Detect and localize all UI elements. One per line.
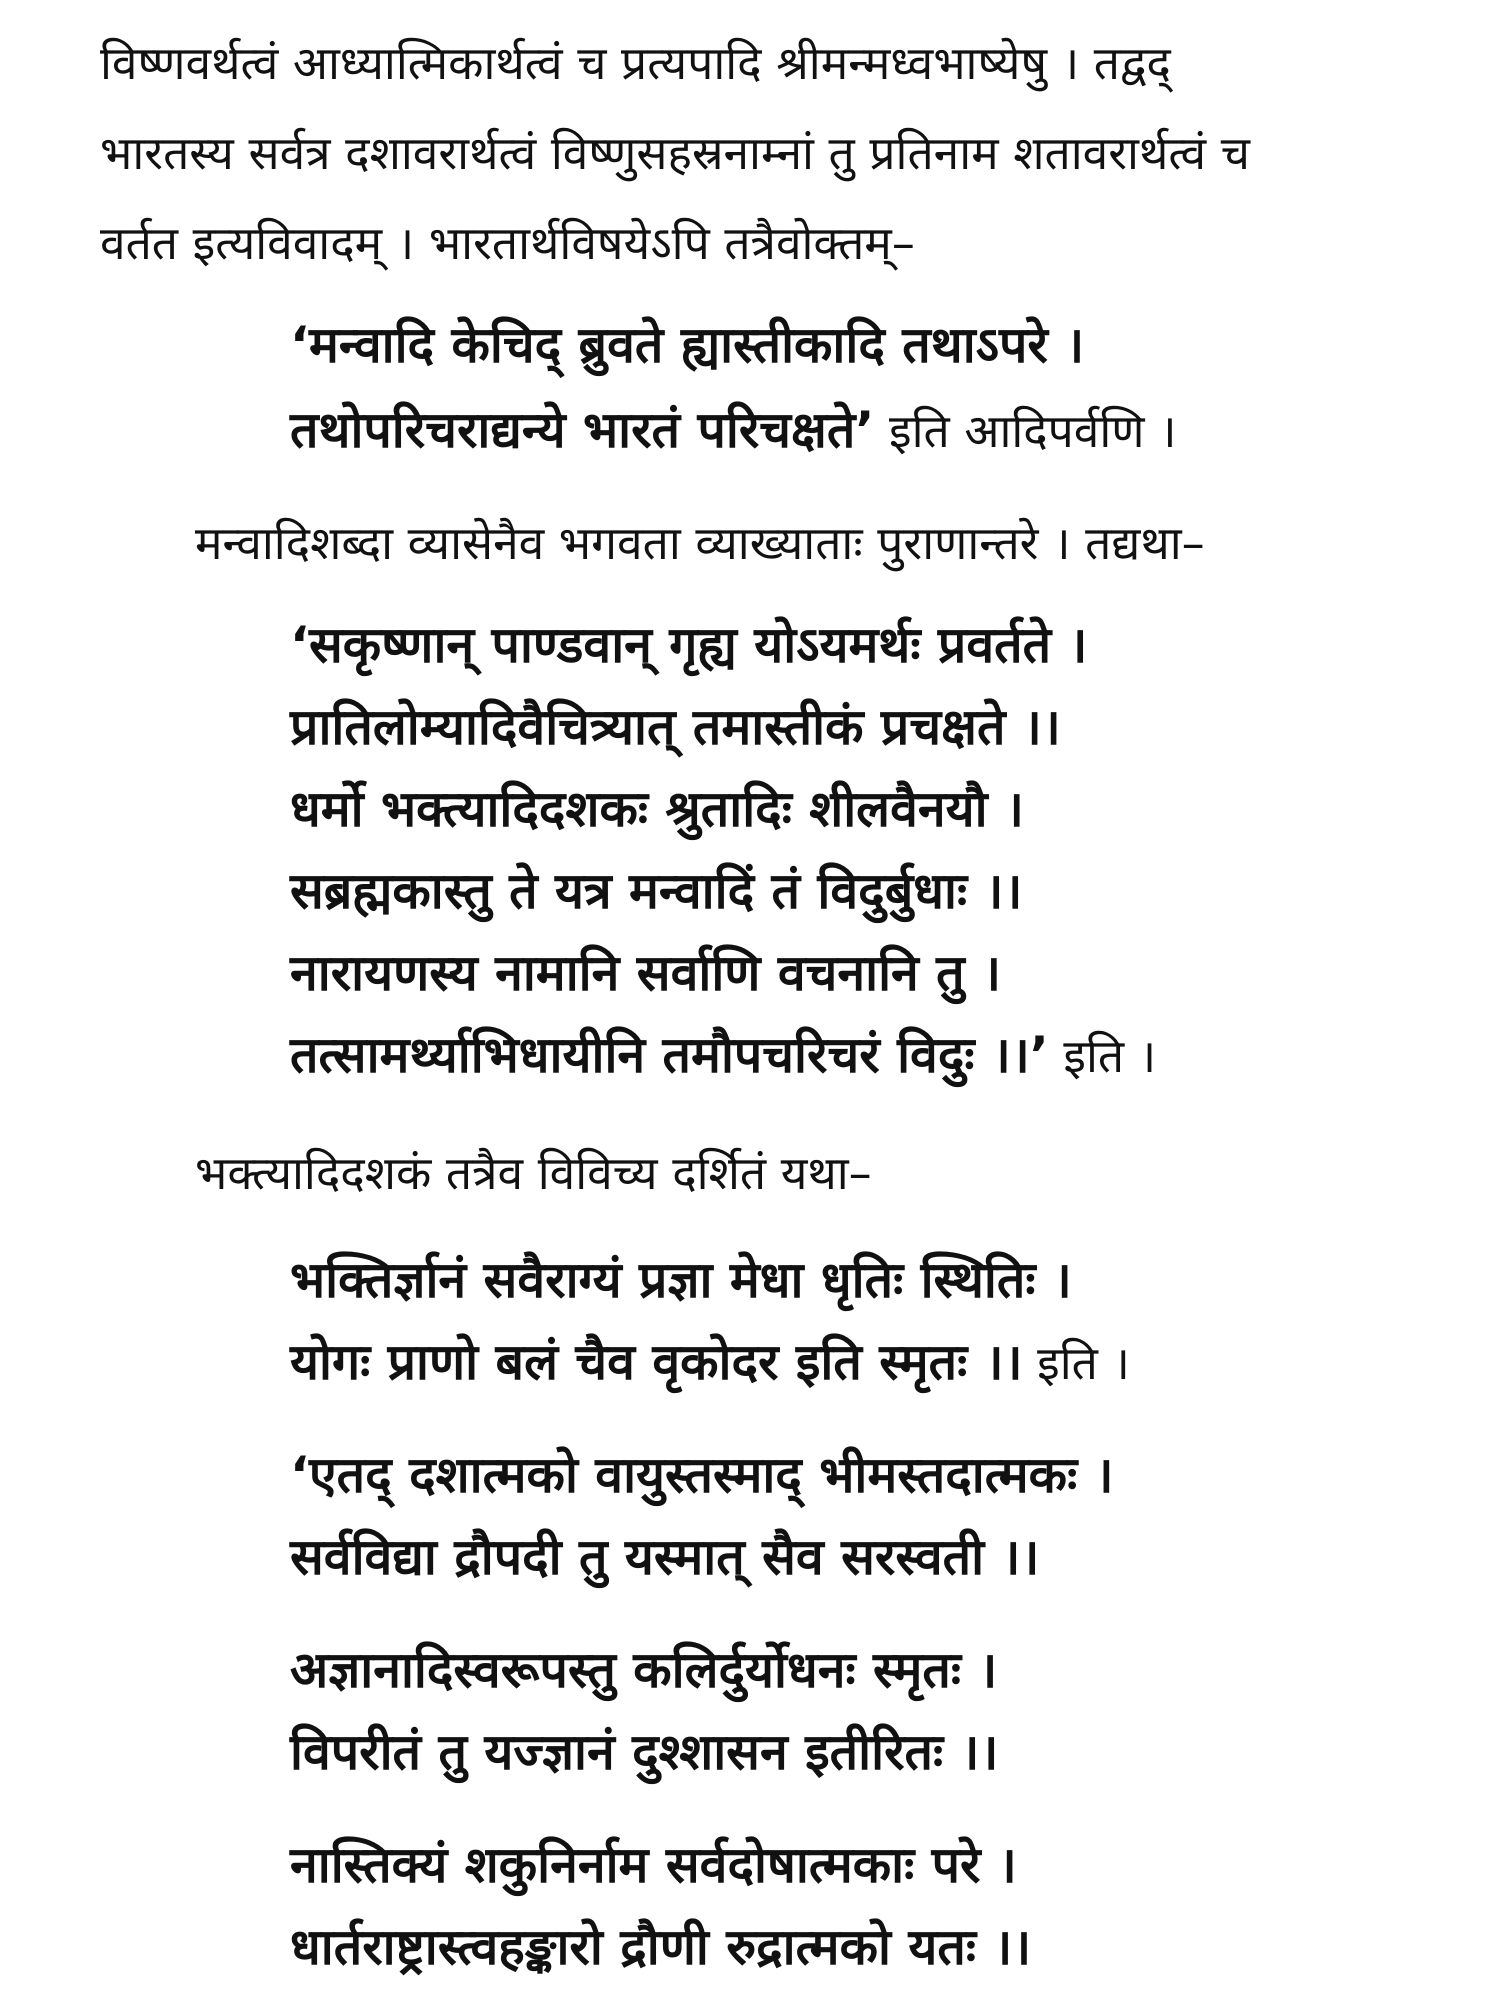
paragraph-1-line-1: विष्णवर्थत्वं आध्यात्मिकार्थत्वं च प्रत्यपादि श्रीमन्मध्वभाष्येषु । तद्वद् bbox=[100, 36, 1171, 90]
verse-6-line-1: नास्तिक्यं शकुनिर्नाम सर्वदोषात्मकाः परे । bbox=[290, 1836, 1017, 1894]
verse-1-line-2-attribution: इति आदिपर्वणि । bbox=[874, 404, 1177, 458]
verse-2-line-6-text: तत्सामर्थ्याभिधायीनि तमौपचरिचरं विदुः ।।’ bbox=[290, 1026, 1049, 1084]
verse-1-line-2 bbox=[290, 401, 1177, 459]
verse-2-line-4: सब्रह्मकास्तु ते यत्र मन्वादिं तं विदुर्बुधाः ।। bbox=[290, 862, 1023, 920]
verse-3-line-2-attribution: इति । bbox=[1022, 1336, 1130, 1390]
verse-6-line-2: धार्तराष्ट्रास्त्वहङ्कारो द्रौणी रुद्रात्मको यतः ।। bbox=[290, 1918, 1032, 1976]
verse-2-line-1: ‘सकृष्णान् पाण्डवान् गृह्य योऽयमर्थः प्रवर्तते । bbox=[290, 616, 1088, 674]
verse-4-line-1: ‘एतद् दशात्मको वायुस्तस्माद् भीमस्तदात्मकः । bbox=[290, 1446, 1114, 1504]
verse-2-line-5: नारायणस्य नामानि सर्वाणि वचनानि तु । bbox=[290, 944, 1002, 1002]
verse-5-line-1: अज्ञानादिस्वरूपस्तु कलिर्दुर्योधनः स्मृतः । bbox=[290, 1641, 998, 1699]
verse-4-line-2: सर्वविद्या द्रौपदी तु यस्मात् सैव सरस्वती ।। bbox=[290, 1528, 1040, 1586]
verse-1-line-2-text: तथोपरिचराद्यन्ये भारतं परिचक्षते’ bbox=[290, 401, 875, 459]
paragraph-1-line-3: वर्तत इत्यविवादम् । भारतार्थविषयेऽपि तत्रैवोक्तम्– bbox=[100, 216, 915, 270]
verse-5-line-2: विपरीतं तु यज्ज्ञानं दुश्शासन इतीरितः ।। bbox=[290, 1723, 999, 1781]
paragraph-2-line-1: मन्वादिशब्दा व्यासेनैव भगवता व्याख्याताः पुराणान्तरे । तद्यथा– bbox=[195, 516, 1205, 570]
verse-2-line-3: धर्मो भक्त्यादिदशकः श्रुतादिः शीलवैनयौ । bbox=[290, 780, 1024, 838]
verse-3-line-2 bbox=[290, 1333, 1130, 1391]
verse-3-line-2-text: योगः प्राणो बलं चैव वृकोदर इति स्मृतः ।। bbox=[290, 1333, 1023, 1391]
verse-3-line-1: भक्तिर्ज्ञानं सवैराग्यं प्रज्ञा मेधा धृतिः स्थितिः । bbox=[290, 1251, 1072, 1309]
verse-2-line-6 bbox=[290, 1026, 1157, 1084]
paragraph-3-line-1: भक्त्यादिदशकं तत्रैव विविच्य दर्शितं यथा– bbox=[195, 1146, 872, 1200]
verse-2-line-2: प्रातिलोम्यादिवैचित्र्यात् तमास्तीकं प्रचक्षते ।। bbox=[290, 698, 1061, 756]
paragraph-1-line-2: भारतस्य सर्वत्र दशावरार्थत्वं विष्णुसहस्रनाम्नां तु प्रतिनाम शतावरार्थत्वं च bbox=[100, 126, 1250, 180]
verse-2-line-6-attribution: इति । bbox=[1048, 1029, 1157, 1083]
verse-1-line-1: ‘मन्वादि केचिद् ब्रुवते ह्यास्तीकादि तथाऽपरे । bbox=[290, 316, 1085, 374]
